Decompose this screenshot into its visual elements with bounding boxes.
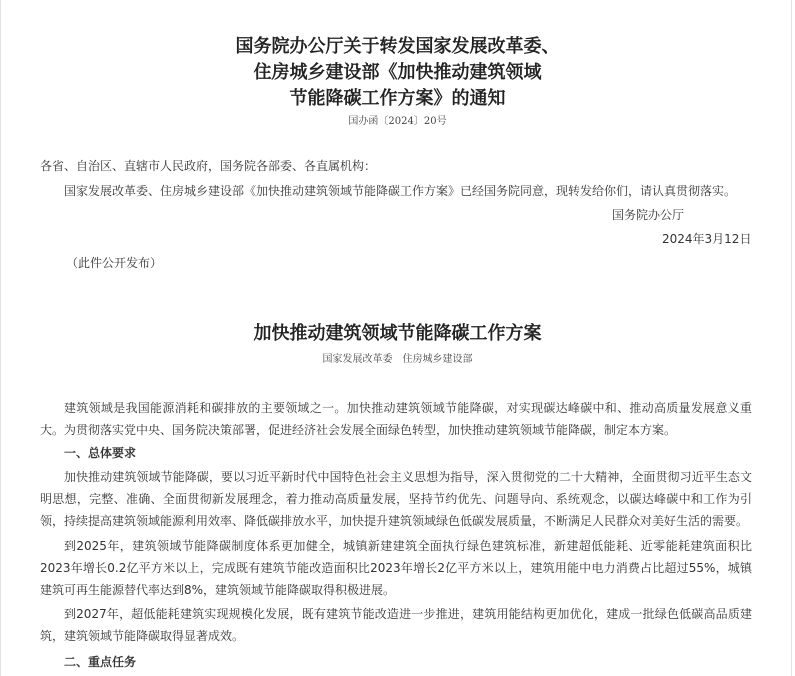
salutation: 各省、自治区、直辖市人民政府，国务院各部委、各直属机构： [40,159,377,173]
notice-title-line-2: 住房城乡建设部《加快推动建筑领域 [253,62,542,83]
section-heading-general-requirements: 一、总体要求 [64,446,137,460]
plan-intro-paragraph: 建筑领域是我国能源消耗和碳排放的主要领域之一。加快推动建筑领域节能降碳，对实现碳达峰碳中和、推动高质量发展意义重大。为贯彻落实党中央、国务院决策部署，促进经济社会发展全面绿色转型，加快推动建筑领域节能降碳，制定本方案。 [40,401,752,437]
issue-date: 2024年3月12日 [662,232,752,246]
plan-authors: 国家发展改革委 住房城乡建设部 [322,354,473,365]
plan-title: 加快推动建筑领域节能降碳工作方案 [253,323,542,344]
notice-title-line-1: 国务院办公厅关于转发国家发展改革委、 [235,36,560,57]
publish-note: （此件公开发布） [66,256,163,270]
general-requirements-paragraph: 加快推动建筑领域节能降碳，要以习近平新时代中国特色社会主义思想为指导，深入贯彻党的二十大精神，全面贯彻习近平生态文明思想，完整、准确、全面贯彻新发展理念，着力推动高质量发展，坚持节约优先、问题导向、系统观念，以碳达峰碳中和工作为引领，持续提高建筑领域能源利用效率、降低碳排放水平，加快提升建筑领域绿色低碳发展质量，不断满足人民群众对美好生活的需要。 [40,470,752,528]
target-2025-paragraph: 到2025年，建筑领域节能降碳制度体系更加健全，城镇新建建筑全面执行绿色建筑标准，新建超低能耗、近零能耗建筑面积比2023年增长0.2亿平方米以上，完成既有建筑节能改造面积比2023年增长2亿平方米以上，建筑用能中电力消费占比超过55%，城镇建筑可再生能源替代率达到8%，建筑领域节能降碳取得积极进展。 [40,539,752,597]
signature: 国务院办公厅 [612,208,685,222]
target-2027-paragraph: 到2027年，超低能耗建筑实现规模化发展，既有建筑节能改造进一步推进，建筑用能结构更加优化，建成一批绿色低碳高品质建筑，建筑领域节能降碳取得显著成效。 [40,607,752,643]
notice-title-line-3: 节能降碳工作方案》的通知 [289,88,506,109]
document-number: 国办函〔2024〕20号 [348,116,447,127]
section-heading-key-tasks: 二、重点任务 [64,655,137,669]
notice-body: 国家发展改革委、住房城乡建设部《加快推动建筑领域节能降碳工作方案》已经国务院同意，现转发给你们，请认真贯彻落实。 [64,184,737,198]
